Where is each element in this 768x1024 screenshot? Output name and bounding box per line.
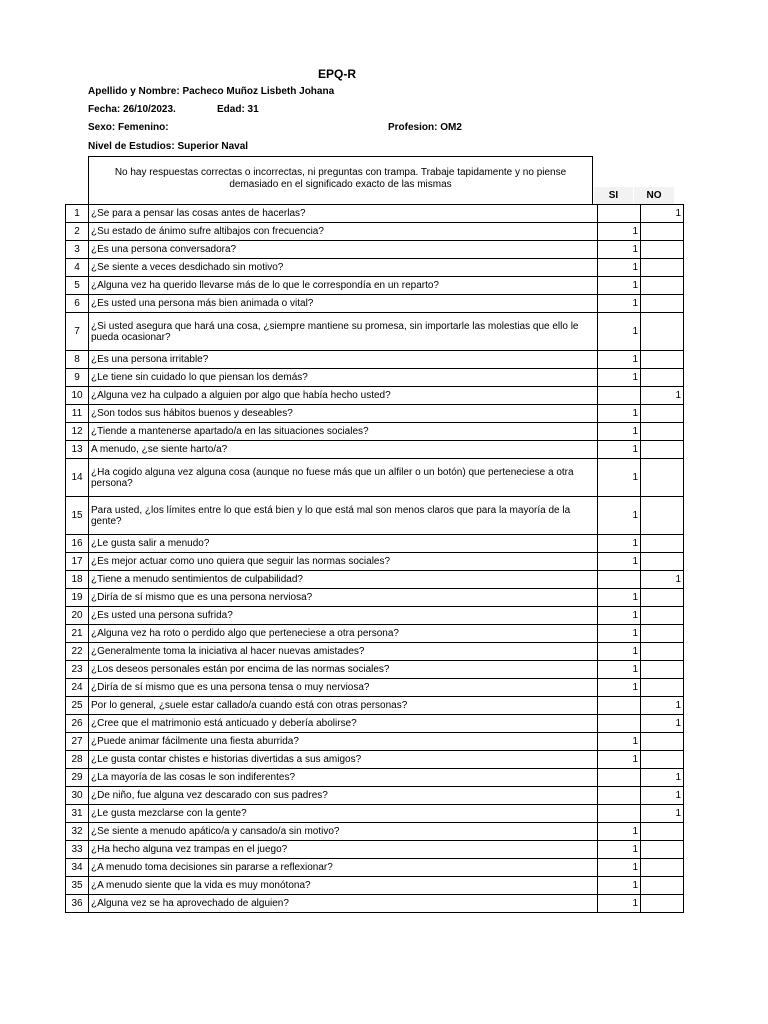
si-answer-cell: [598, 787, 641, 805]
si-answer-cell: 1: [598, 679, 641, 697]
question-text: ¿Es usted una persona sufrida?: [89, 607, 598, 625]
question-row: [66, 223, 684, 241]
question-row: [66, 733, 684, 751]
question-number: 16: [66, 535, 89, 553]
si-answer-cell: 1: [598, 369, 641, 387]
si-answer-cell: 1: [598, 589, 641, 607]
si-answer-cell: 1: [598, 277, 641, 295]
question-number: 17: [66, 553, 89, 571]
question-number: 6: [66, 295, 89, 313]
question-row: [66, 805, 684, 823]
no-answer-cell: [641, 751, 684, 769]
no-answer-cell: 1: [641, 769, 684, 787]
no-answer-cell: [641, 497, 684, 535]
question-text: A menudo, ¿se siente harto/a?: [89, 441, 598, 459]
no-answer-cell: 1: [641, 805, 684, 823]
question-row: [66, 351, 684, 369]
si-answer-cell: 1: [598, 553, 641, 571]
no-answer-cell: [641, 351, 684, 369]
question-text: ¿Ha cogido alguna vez alguna cosa (aunque no fuese más que un alfiler o un botón) que perteneciese a otra persona?: [89, 459, 598, 497]
no-answer-cell: [641, 589, 684, 607]
no-answer-cell: 1: [641, 787, 684, 805]
question-row: [66, 697, 684, 715]
question-number: 34: [66, 859, 89, 877]
no-answer-cell: [641, 733, 684, 751]
instructions-text: No hay respuestas correctas o incorrectas, ni preguntas con trampa. Trabaje tapidamente y no piense demasiado en el significado exacto de las mismas: [114, 167, 567, 190]
question-text: ¿A menudo toma decisiones sin pararse a reflexionar?: [89, 859, 598, 877]
question-text: ¿Puede animar fácilmente una fiesta aburrida?: [89, 733, 598, 751]
si-answer-cell: [598, 697, 641, 715]
question-text: ¿Tiende a mantenerse apartado/a en las situaciones sociales?: [89, 423, 598, 441]
question-text: ¿Se siente a menudo apático/a y cansado/a sin motivo?: [89, 823, 598, 841]
question-number: 11: [66, 405, 89, 423]
question-text: Por lo general, ¿suele estar callado/a cuando está con otras personas?: [89, 697, 598, 715]
no-answer-cell: [641, 459, 684, 497]
question-number: 20: [66, 607, 89, 625]
si-answer-cell: 1: [598, 259, 641, 277]
si-answer-cell: [598, 387, 641, 405]
si-answer-cell: [598, 571, 641, 589]
question-row: [66, 715, 684, 733]
no-answer-cell: [641, 823, 684, 841]
question-number: 29: [66, 769, 89, 787]
question-text: Para usted, ¿los límites entre lo que está bien y lo que está mal son menos claros que para la mayoría de la gente?: [89, 497, 598, 535]
question-number: 19: [66, 589, 89, 607]
question-number: 22: [66, 643, 89, 661]
question-row: [66, 769, 684, 787]
question-number: 28: [66, 751, 89, 769]
question-text: ¿Generalmente toma la iniciativa al hacer nuevas amistades?: [89, 643, 598, 661]
question-row: [66, 387, 684, 405]
si-answer-cell: 1: [598, 823, 641, 841]
question-text: ¿Alguna vez ha culpado a alguien por algo que había hecho usted?: [89, 387, 598, 405]
question-number: 5: [66, 277, 89, 295]
no-answer-cell: 1: [641, 205, 684, 223]
si-answer-cell: 1: [598, 877, 641, 895]
question-row: [66, 859, 684, 877]
no-answer-cell: [641, 295, 684, 313]
question-number: 4: [66, 259, 89, 277]
question-text: ¿De niño, fue alguna vez descarado con sus padres?: [89, 787, 598, 805]
question-text: ¿Son todos sus hábitos buenos y deseables?: [89, 405, 598, 423]
si-answer-cell: [598, 769, 641, 787]
question-row: [66, 661, 684, 679]
question-row: [66, 553, 684, 571]
no-answer-cell: [641, 625, 684, 643]
question-number: 1: [66, 205, 89, 223]
question-number: 27: [66, 733, 89, 751]
page-title: EPQ-R: [318, 67, 357, 81]
no-answer-cell: [641, 661, 684, 679]
question-text: ¿Diría de sí mismo que es una persona tensa o muy nerviosa?: [89, 679, 598, 697]
sex-field: Sexo: Femenino:: [88, 122, 169, 133]
si-answer-cell: 1: [598, 295, 641, 313]
question-number: 30: [66, 787, 89, 805]
question-row: [66, 679, 684, 697]
question-text: ¿Se para a pensar las cosas antes de hacerlas?: [89, 205, 598, 223]
question-text: ¿A menudo siente que la vida es muy monótona?: [89, 877, 598, 895]
question-number: 31: [66, 805, 89, 823]
question-row: [66, 423, 684, 441]
si-answer-cell: 1: [598, 661, 641, 679]
si-answer-cell: 1: [598, 643, 641, 661]
question-row: [66, 643, 684, 661]
si-answer-cell: [598, 715, 641, 733]
questions-table: [65, 204, 684, 913]
si-answer-cell: 1: [598, 751, 641, 769]
si-answer-cell: 1: [598, 241, 641, 259]
question-row: [66, 295, 684, 313]
name-field: Apellido y Nombre: Pacheco Muñoz Lisbeth Johana: [88, 86, 335, 97]
si-answer-cell: 1: [598, 459, 641, 497]
question-number: 3: [66, 241, 89, 259]
question-number: 9: [66, 369, 89, 387]
question-text: ¿Le gusta salir a menudo?: [89, 535, 598, 553]
si-answer-cell: 1: [598, 625, 641, 643]
question-row: [66, 241, 684, 259]
no-answer-cell: [641, 369, 684, 387]
no-answer-cell: [641, 535, 684, 553]
question-row: [66, 895, 684, 913]
instructions-box: [88, 156, 593, 204]
no-answer-cell: [641, 241, 684, 259]
si-answer-cell: 1: [598, 313, 641, 351]
question-row: [66, 571, 684, 589]
question-text: ¿La mayoría de las cosas le son indiferentes?: [89, 769, 598, 787]
si-answer-cell: 1: [598, 607, 641, 625]
question-row: [66, 459, 684, 497]
question-row: [66, 535, 684, 553]
question-row: [66, 405, 684, 423]
no-answer-cell: [641, 553, 684, 571]
no-answer-cell: [641, 277, 684, 295]
si-answer-cell: 1: [598, 423, 641, 441]
no-answer-cell: [641, 877, 684, 895]
no-answer-cell: [641, 313, 684, 351]
no-answer-cell: [641, 441, 684, 459]
question-text: ¿Ha hecho alguna vez trampas en el juego?: [89, 841, 598, 859]
question-text: ¿Alguna vez ha querido llevarse más de lo que le correspondía en un reparto?: [89, 277, 598, 295]
no-answer-cell: 1: [641, 387, 684, 405]
question-number: 10: [66, 387, 89, 405]
si-answer-cell: 1: [598, 859, 641, 877]
question-text: ¿Tiene a menudo sentimientos de culpabilidad?: [89, 571, 598, 589]
question-number: 24: [66, 679, 89, 697]
no-column-header: NO: [634, 187, 674, 204]
si-answer-cell: 1: [598, 441, 641, 459]
question-number: 18: [66, 571, 89, 589]
question-number: 15: [66, 497, 89, 535]
question-row: [66, 313, 684, 351]
date-field: Fecha: 26/10/2023.: [88, 104, 176, 115]
si-answer-cell: 1: [598, 351, 641, 369]
question-text: ¿Es mejor actuar como uno quiera que seguir las normas sociales?: [89, 553, 598, 571]
no-answer-cell: [641, 405, 684, 423]
age-field: Edad: 31: [217, 104, 259, 115]
question-number: 32: [66, 823, 89, 841]
no-answer-cell: 1: [641, 715, 684, 733]
no-answer-cell: [641, 679, 684, 697]
si-answer-cell: 1: [598, 841, 641, 859]
question-text: ¿Es una persona irritable?: [89, 351, 598, 369]
si-answer-cell: 1: [598, 405, 641, 423]
question-row: [66, 823, 684, 841]
si-answer-cell: [598, 805, 641, 823]
question-number: 8: [66, 351, 89, 369]
question-text: ¿Es usted una persona más bien animada o vital?: [89, 295, 598, 313]
question-row: [66, 259, 684, 277]
question-number: 35: [66, 877, 89, 895]
question-number: 7: [66, 313, 89, 351]
question-text: ¿Alguna vez ha roto o perdido algo que perteneciese a otra persona?: [89, 625, 598, 643]
question-number: 33: [66, 841, 89, 859]
question-text: ¿Diría de sí mismo que es una persona nerviosa?: [89, 589, 598, 607]
si-answer-cell: 1: [598, 535, 641, 553]
question-text: ¿Es una persona conversadora?: [89, 241, 598, 259]
question-number: 2: [66, 223, 89, 241]
question-number: 13: [66, 441, 89, 459]
question-number: 21: [66, 625, 89, 643]
question-text: ¿Se siente a veces desdichado sin motivo?: [89, 259, 598, 277]
question-number: 26: [66, 715, 89, 733]
no-answer-cell: [641, 643, 684, 661]
no-answer-cell: [641, 223, 684, 241]
question-number: 12: [66, 423, 89, 441]
no-answer-cell: 1: [641, 571, 684, 589]
si-answer-cell: 1: [598, 895, 641, 913]
question-row: [66, 497, 684, 535]
question-number: 25: [66, 697, 89, 715]
profession-field: Profesion: OM2: [388, 122, 462, 133]
question-row: [66, 751, 684, 769]
question-number: 36: [66, 895, 89, 913]
si-answer-cell: 1: [598, 223, 641, 241]
question-text: ¿Le gusta mezclarse con la gente?: [89, 805, 598, 823]
no-answer-cell: [641, 841, 684, 859]
si-answer-cell: 1: [598, 733, 641, 751]
question-row: [66, 277, 684, 295]
question-row: [66, 607, 684, 625]
question-row: [66, 877, 684, 895]
education-field: Nivel de Estudios: Superior Naval: [88, 141, 249, 152]
si-answer-cell: [598, 205, 641, 223]
question-row: [66, 625, 684, 643]
no-answer-cell: [641, 895, 684, 913]
no-answer-cell: [641, 423, 684, 441]
question-row: [66, 841, 684, 859]
no-answer-cell: [641, 859, 684, 877]
question-row: [66, 205, 684, 223]
question-text: ¿Alguna vez se ha aprovechado de alguien?: [89, 895, 598, 913]
question-row: [66, 441, 684, 459]
question-row: [66, 369, 684, 387]
no-answer-cell: 1: [641, 697, 684, 715]
si-answer-cell: 1: [598, 497, 641, 535]
question-row: [66, 787, 684, 805]
question-number: 14: [66, 459, 89, 497]
question-text: ¿Los deseos personales están por encima de las normas sociales?: [89, 661, 598, 679]
question-text: ¿Si usted asegura que hará una cosa, ¿siempre mantiene su promesa, sin importarle las molestias que ello le pueda ocasionar?: [89, 313, 598, 351]
question-text: ¿Le tiene sin cuidado lo que piensan los demás?: [89, 369, 598, 387]
question-row: [66, 589, 684, 607]
question-text: ¿Cree que el matrimonio está anticuado y debería abolirse?: [89, 715, 598, 733]
question-number: 23: [66, 661, 89, 679]
no-answer-cell: [641, 607, 684, 625]
no-answer-cell: [641, 259, 684, 277]
question-text: ¿Su estado de ánimo sufre altibajos con frecuencia?: [89, 223, 598, 241]
si-column-header: SI: [594, 187, 633, 204]
question-text: ¿Le gusta contar chistes e historias divertidas a sus amigos?: [89, 751, 598, 769]
